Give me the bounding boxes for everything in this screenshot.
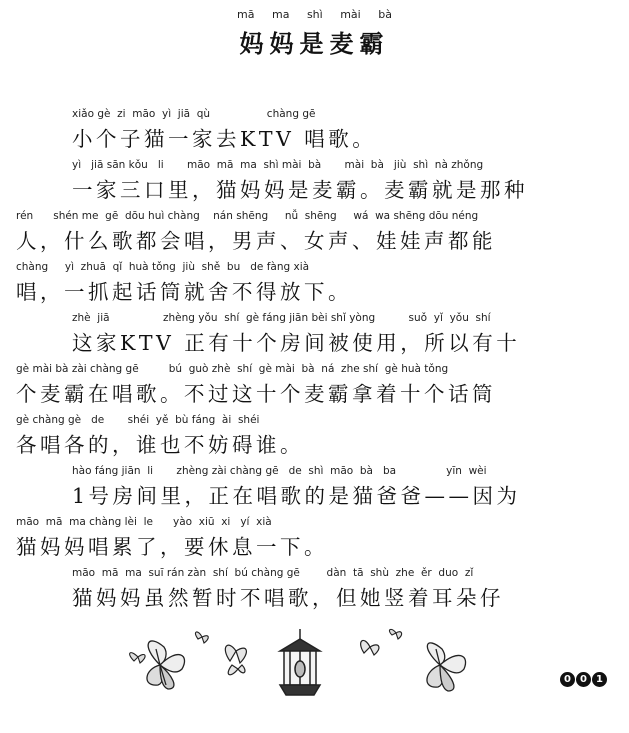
line-pinyin: rén shén me gē dōu huì chàng nán shēng nǚ shēng wá wa shēng dōu néng [16,210,479,222]
story-title [0,8,629,59]
line-pinyin: hào fáng jiān li zhèng zài chàng gē de shì māo bà ba yīn wèi [72,465,487,477]
text-line [16,414,616,465]
text-line [16,312,616,363]
line-text: 这家KTV 正有十个房间被使用，所以有十 [72,331,521,355]
text-line [16,516,616,567]
line-text: 一家三口里，猫妈妈是麦霸。麦霸就是那种 [72,178,528,202]
page-number-digit: 0 [560,672,575,687]
line-pinyin: māo mā ma chàng lèi le yào xiū xi yí xià [16,516,272,528]
line-pinyin: chàng yì zhuā qǐ huà tǒng jiù shě bu de fàng xià [16,261,310,273]
text-line [16,261,616,312]
line-pinyin: zhè jiā zhèng yǒu shí gè fáng jiān bèi shǐ yòng suǒ yǐ yǒu shí [72,312,491,324]
line-text: 个麦霸在唱歌。不过这十个麦霸拿着十个话筒 [16,382,496,406]
title-pinyin: mā ma shì mài bà [237,8,392,21]
line-text: 唱，一抓起话筒就舍不得放下。 [16,280,352,304]
page-number-digit: 0 [576,672,591,687]
footer-illustration [120,625,480,705]
line-text: 人，什么歌都会唱，男声、女声、娃娃声都能 [16,229,496,253]
butterfly-icon [195,632,208,643]
text-line [16,210,616,261]
line-pinyin: xiǎo gè zi māo yì jiā qù chàng gē [72,108,316,120]
text-line [16,159,616,210]
butterfly-icon [147,641,185,689]
butterfly-icon [225,645,246,675]
title-text: 妈妈是麦霸 [239,29,390,58]
text-line [16,363,616,414]
story-body [16,108,616,618]
text-line [16,465,616,516]
line-text: 小个子猫一家去KTV 唱歌。 [72,127,377,151]
text-line [16,108,616,159]
line-pinyin: gè chàng gè de shéi yě bù fáng ài shéi [16,414,260,426]
line-text: 猫妈妈虽然暂时不唱歌，但她竖着耳朵仔 [72,586,504,610]
lantern-icon [280,629,320,695]
butterfly-icon [427,643,466,691]
line-pinyin: yì jiā sān kǒu li māo mā ma shì mài bà mài bà jiù shì nà zhǒng [72,159,484,171]
line-pinyin: māo mā ma suī rán zàn shí bú chàng gē dàn tā shù zhe ěr duo zǐ [72,567,474,579]
line-text: 猫妈妈唱累了，要休息一下。 [16,535,328,559]
line-text: 1号房间里，正在唱歌的是猫爸爸——因为 [72,484,521,508]
text-line [16,567,616,618]
page-number-digit: 1 [592,672,607,687]
line-text: 各唱各的，谁也不妨碍谁。 [16,433,304,457]
line-pinyin: gè mài bà zài chàng gē bú guò zhè shí gè mài bà ná zhe shí gè huà tǒng [16,363,449,375]
butterfly-icon [389,629,401,639]
butterfly-icon [361,640,379,655]
page-number [560,672,607,687]
butterfly-icon [130,653,145,663]
